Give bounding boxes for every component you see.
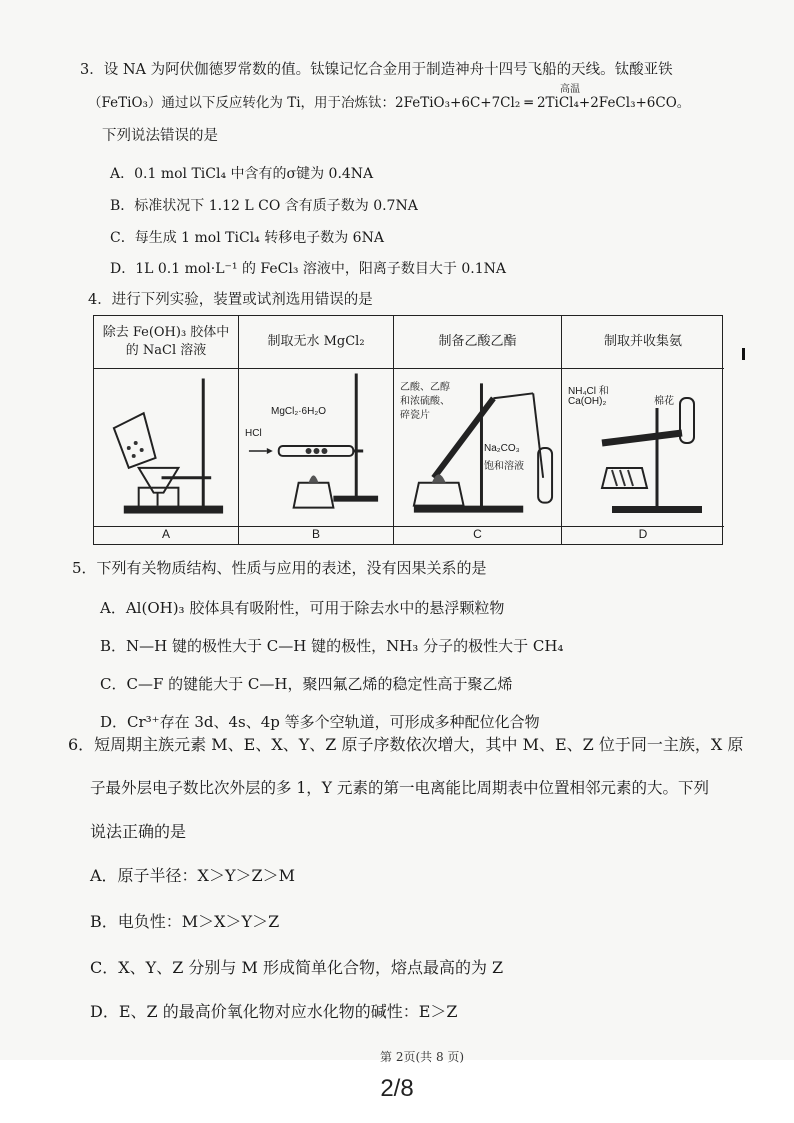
experiment-col-a [94, 316, 239, 544]
label-reagents-3: 碎瓷片 [400, 410, 430, 421]
edge-mark [742, 348, 745, 360]
page-footer-note: 第 2页(共 8 页) [380, 1050, 465, 1064]
q6-option-b: B．电负性：M＞X＞Y＞Z [90, 912, 280, 931]
q6-stem-line-3: 说法正确的是 [90, 822, 187, 841]
page-indicator: 2/8 [380, 1075, 414, 1102]
experiment-table [93, 315, 723, 545]
experiment-header-c: 制备乙酸乙酯 [394, 316, 561, 369]
q3-option-a: A．0.1 mol TiCl₄ 中含有的σ键为 0.4NA [110, 166, 374, 182]
experiment-col-b [239, 316, 394, 544]
q6-option-a: A．原子半径：X＞Y＞Z＞M [90, 866, 296, 885]
label-hcl: HCl [245, 428, 262, 439]
label-cotton: 棉花 [654, 396, 674, 407]
experiment-letter-b: B [311, 527, 320, 541]
label-nh4cl: NH₄Cl 和 [568, 386, 609, 397]
label-saturated-solution: 饱和溶液 [484, 461, 524, 472]
q5-option-c: C．C—F 的键能大于 C—H，聚四氟乙烯的稳定性高于聚乙烯 [100, 675, 513, 693]
experiment-letter-c: C [473, 527, 482, 541]
q5-stem: 5．下列有关物质结构、性质与应用的表述，没有因果关系的是 [72, 559, 487, 577]
experiment-header-a: 除去 Fe(OH)₃ 胶体中的 NaCl 溶液 [94, 316, 238, 369]
q3-option-c: C．每生成 1 mol TiCl₄ 转移电子数为 6NA [110, 230, 384, 246]
q6-stem-line-1: 6．短周期主族元素 M、E、X、Y、Z 原子序数依次增大，其中 M、E、Z 位于同一主族，X 原 [68, 735, 744, 754]
q5-option-a: A．Al(OH)₃ 胶体具有吸附性，可用于除去水中的悬浮颗粒物 [100, 599, 505, 617]
label-caoh2: Ca(OH)₂ [568, 396, 607, 407]
filtration-apparatus-icon [94, 368, 238, 526]
q6-option-d: D．E、Z 的最高价氧化物对应水化物的碱性：E＞Z [90, 1002, 458, 1021]
label-reagents-1: 乙酸、乙醇 [400, 382, 450, 393]
label-reagents-2: 和浓硫酸、 [400, 396, 450, 407]
q5-option-d: D．Cr³⁺存在 3d、4s、4p 等多个空轨道，可形成多种配位化合物 [100, 713, 540, 731]
apparatus-ester [394, 368, 561, 527]
experiment-col-d [562, 316, 724, 544]
q4-stem: 4．进行下列实验，装置或试剂选用错误的是 [88, 292, 373, 308]
apparatus-ammonia [562, 368, 724, 527]
q3-stem-line-1: 3．设 NA 为阿伏伽德罗常数的值。钛镍记忆合金用于制造神舟十四号飞船的天线。钛酸亚铁 [80, 62, 673, 78]
experiment-col-c [394, 316, 562, 544]
experiment-letter-a: A [161, 527, 170, 541]
tube-heating-apparatus-icon [239, 368, 393, 526]
label-mgcl2-hydrate: MgCl₂·6H₂O [271, 406, 326, 417]
q3-option-b: B．标准状况下 1.12 L CO 含有质子数为 0.7NA [110, 198, 418, 214]
q3-stem-line-2: （FeTiO₃）通过以下反应转化为 Ti，用于冶炼钛：2FeTiO₃+6C+7Cl₂ ═ 2TiCl₄+2FeCl₃+6CO。 [88, 95, 691, 111]
apparatus-mgcl2 [239, 368, 393, 527]
apparatus-filtration [94, 368, 238, 527]
q3-option-d: D．1L 0.1 mol·L⁻¹ 的 FeCl₃ 溶液中，阳离子数目大于 0.1NA [110, 261, 506, 277]
experiment-header-b: 制取无水 MgCl₂ [239, 316, 393, 369]
q5-option-b: B．N—H 键的极性大于 C—H 键的极性，NH₃ 分子的极性大于 CH₄ [100, 637, 564, 655]
q6-option-c: C．X、Y、Z 分别与 M 形成简单化合物，熔点最高的为 Z [90, 958, 504, 977]
experiment-header-d: 制取并收集氨 [562, 316, 724, 369]
experiment-letter-d: D [638, 527, 648, 541]
q6-stem-line-2: 子最外层电子数比次外层的多 1，Y 元素的第一电离能比周期表中位置相邻元素的大。下列 [90, 779, 709, 797]
q3-reaction-condition: 高温 [560, 84, 580, 95]
q3-stem-line-3: 下列说法错误的是 [102, 128, 218, 144]
label-na2co3: Na₂CO₃ [484, 443, 520, 454]
